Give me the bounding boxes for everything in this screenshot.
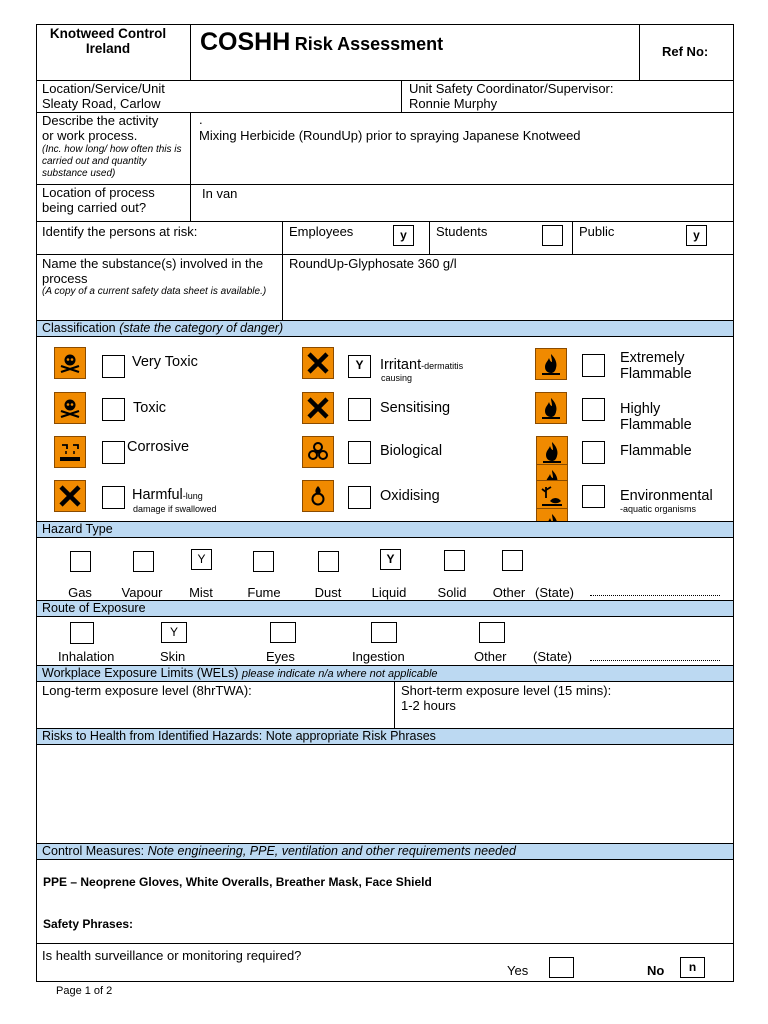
toxic-symbol-icon xyxy=(54,392,86,424)
org-name: Knotweed Control Ireland xyxy=(49,26,167,56)
hazard-solid-checkbox[interactable] xyxy=(444,550,465,571)
wel-short-value[interactable]: 1-2 hours xyxy=(401,698,456,713)
route-state-field[interactable] xyxy=(590,660,720,661)
surveillance-no-checkbox[interactable]: n xyxy=(680,957,705,978)
risks-title: Risks to Health from Identified Hazards: Note appropriate Risk Phrases xyxy=(42,729,436,743)
students-checkbox[interactable] xyxy=(542,225,563,246)
route-band xyxy=(37,600,733,617)
hazard-mist-label: Mist xyxy=(189,585,213,600)
ref-no-label: Ref No: xyxy=(662,44,709,59)
biological-checkbox[interactable] xyxy=(348,441,371,464)
sensitising-symbol-icon xyxy=(302,392,334,424)
control-note: Note engineering, PPE, ventilation and other requirements needed xyxy=(147,844,516,858)
hazard-other-label: Other xyxy=(492,585,526,600)
activity-label xyxy=(42,113,192,143)
hazard-dust-label: Dust xyxy=(314,585,342,600)
activity-note: (Inc. how long/ how often this is carried out and quantity substance used) xyxy=(42,144,182,179)
control-band xyxy=(37,843,733,860)
route-inhalation-checkbox[interactable] xyxy=(70,622,94,644)
activity-dot: . xyxy=(199,112,203,127)
environmental-label: Environmental xyxy=(620,488,713,504)
oxidising-checkbox[interactable] xyxy=(348,486,371,509)
surveillance-question: Is health surveillance or monitoring required? xyxy=(42,948,302,963)
toxic-label: Toxic xyxy=(133,400,167,416)
hazard-gas-checkbox[interactable] xyxy=(70,551,91,572)
activity-label-line1: Describe the activity xyxy=(42,113,159,128)
risks-band xyxy=(37,728,733,745)
flammable-label: Flammable xyxy=(620,443,692,459)
hazard-mist-checkbox[interactable]: Y xyxy=(191,549,212,570)
hazard-liquid-checkbox[interactable]: Y xyxy=(380,549,401,570)
classification-note: (state the category of danger) xyxy=(119,321,284,335)
extremely-flammable-checkbox[interactable] xyxy=(582,354,605,377)
surveillance-no-label: No xyxy=(647,963,665,978)
form-title xyxy=(200,28,443,57)
corrosive-checkbox[interactable] xyxy=(102,441,125,464)
risks-field[interactable] xyxy=(40,747,730,842)
activity-value[interactable]: Mixing Herbicide (RoundUp) prior to spraying Japanese Knotweed xyxy=(199,128,581,143)
control-title: Control Measures: xyxy=(42,844,145,858)
route-state-label: (State) xyxy=(533,649,573,664)
employees-label: Employees xyxy=(289,224,354,239)
coordinator-value[interactable]: Ronnie Murphy xyxy=(409,96,498,111)
hazard-fume-checkbox[interactable] xyxy=(253,551,274,572)
very-toxic-checkbox[interactable] xyxy=(102,355,125,378)
very-toxic-symbol-icon xyxy=(54,347,86,379)
route-eyes-checkbox[interactable] xyxy=(270,622,296,643)
irritant-symbol-icon xyxy=(302,347,334,379)
coordinator-label: Unit Safety Coordinator/Supervisor: xyxy=(409,81,614,96)
route-eyes-label: Eyes xyxy=(266,649,295,664)
substance-label: Name the substance(s) involved in the process xyxy=(42,256,264,286)
sensitising-checkbox[interactable] xyxy=(348,398,371,421)
harmful-label-suffix: -lung xyxy=(182,491,203,501)
biological-symbol-icon xyxy=(302,436,334,468)
irritant-label xyxy=(380,357,463,374)
hazard-dust-checkbox[interactable] xyxy=(318,551,339,572)
hazard-type-title: Hazard Type xyxy=(42,522,113,536)
process-location-value[interactable]: In van xyxy=(202,186,238,201)
irritant-label-suffix: -dermatitis xyxy=(421,361,464,371)
process-location-label: Location of process being carried out? xyxy=(42,185,155,215)
location-value[interactable]: Sleaty Road, Carlow xyxy=(42,96,161,111)
classification-band xyxy=(37,320,733,337)
route-other-label: Other xyxy=(474,649,507,664)
highly-flammable-symbol-icon xyxy=(535,392,567,424)
students-label: Students xyxy=(436,224,488,239)
hazard-type-band xyxy=(37,521,733,538)
very-toxic-label: Very Toxic xyxy=(132,354,198,370)
route-ingestion-checkbox[interactable] xyxy=(371,622,397,643)
title-risk-assessment: Risk Assessment xyxy=(294,34,444,54)
hazard-solid-label: Solid xyxy=(437,585,467,600)
route-other-checkbox[interactable] xyxy=(479,622,505,643)
surveillance-yes-label: Yes xyxy=(507,963,529,978)
extremely-flammable-label: Extremely Flammable xyxy=(620,350,692,382)
corrosive-label: Corrosive xyxy=(127,439,190,455)
irritant-sublabel: causing xyxy=(381,373,413,383)
harmful-sublabel: damage if swallowed xyxy=(133,504,217,514)
flammable-checkbox[interactable] xyxy=(582,441,605,464)
public-label: Public xyxy=(579,224,615,239)
environmental-checkbox[interactable] xyxy=(582,485,605,508)
employees-checkbox[interactable]: y xyxy=(393,225,414,246)
wel-long-label: Long-term exposure level (8hrTWA): xyxy=(42,683,252,698)
route-skin-label: Skin xyxy=(160,649,186,664)
hazard-state-label: (State) xyxy=(535,585,575,600)
route-inhalation-label: Inhalation xyxy=(58,649,115,664)
environmental-sublabel: -aquatic organisms xyxy=(620,504,697,514)
route-ingestion-label: Ingestion xyxy=(352,649,405,664)
surveillance-yes-checkbox[interactable] xyxy=(549,957,574,978)
substance-note: (A copy of a current safety data sheet is available.) xyxy=(42,286,267,297)
harmful-checkbox[interactable] xyxy=(102,486,125,509)
hazard-fume-label: Fume xyxy=(247,585,281,600)
hazard-gas-label: Gas xyxy=(68,585,92,600)
highly-flammable-label: Highly Flammable xyxy=(620,401,692,433)
highly-flammable-checkbox[interactable] xyxy=(582,398,605,421)
classification-title: Classification xyxy=(42,321,116,335)
extremely-flammable-symbol-icon xyxy=(535,348,567,380)
harmful-symbol-icon xyxy=(54,480,86,512)
substance-value[interactable]: RoundUp-Glyphosate 360 g/l xyxy=(289,256,457,271)
wel-short-label: Short-term exposure level (15 mins): xyxy=(401,683,612,698)
irritant-label-text: Irritant xyxy=(380,357,422,373)
route-title: Route of Exposure xyxy=(42,601,146,615)
page-number: Page 1 of 2 xyxy=(56,985,113,997)
location-label: Location/Service/Unit xyxy=(42,81,165,96)
hazard-liquid-label: Liquid xyxy=(371,585,407,600)
route-skin-checkbox[interactable]: Y xyxy=(161,622,187,643)
sensitising-label: Sensitising xyxy=(380,400,451,416)
activity-label-line2: or work process. xyxy=(42,128,138,143)
wel-note: please indicate n/a where not applicable xyxy=(241,668,438,680)
wel-band xyxy=(37,665,733,682)
oxidising-symbol-icon xyxy=(302,480,334,512)
ppe-text[interactable]: PPE – Neoprene Gloves, White Overalls, Breather Mask, Face Shield xyxy=(43,875,432,889)
persons-label: Identify the persons at risk: xyxy=(42,224,198,239)
safety-phrases-label: Safety Phrases: xyxy=(43,917,134,931)
harmful-label-text: Harmful xyxy=(132,487,183,503)
hazard-state-field[interactable] xyxy=(590,595,720,596)
corrosive-symbol-icon xyxy=(54,436,86,468)
toxic-checkbox[interactable] xyxy=(102,398,125,421)
hazard-vapour-label: Vapour xyxy=(121,585,163,600)
irritant-checkbox[interactable]: Y xyxy=(348,355,371,378)
biological-label: Biological xyxy=(380,443,443,459)
hazard-other-checkbox[interactable] xyxy=(502,550,523,571)
harmful-label xyxy=(132,487,203,504)
hazard-vapour-checkbox[interactable] xyxy=(133,551,154,572)
oxidising-label: Oxidising xyxy=(380,488,440,504)
public-checkbox[interactable]: y xyxy=(686,225,707,246)
wel-title: Workplace Exposure Limits (WELs) xyxy=(42,666,239,680)
title-coshh: COSHH xyxy=(200,28,291,56)
